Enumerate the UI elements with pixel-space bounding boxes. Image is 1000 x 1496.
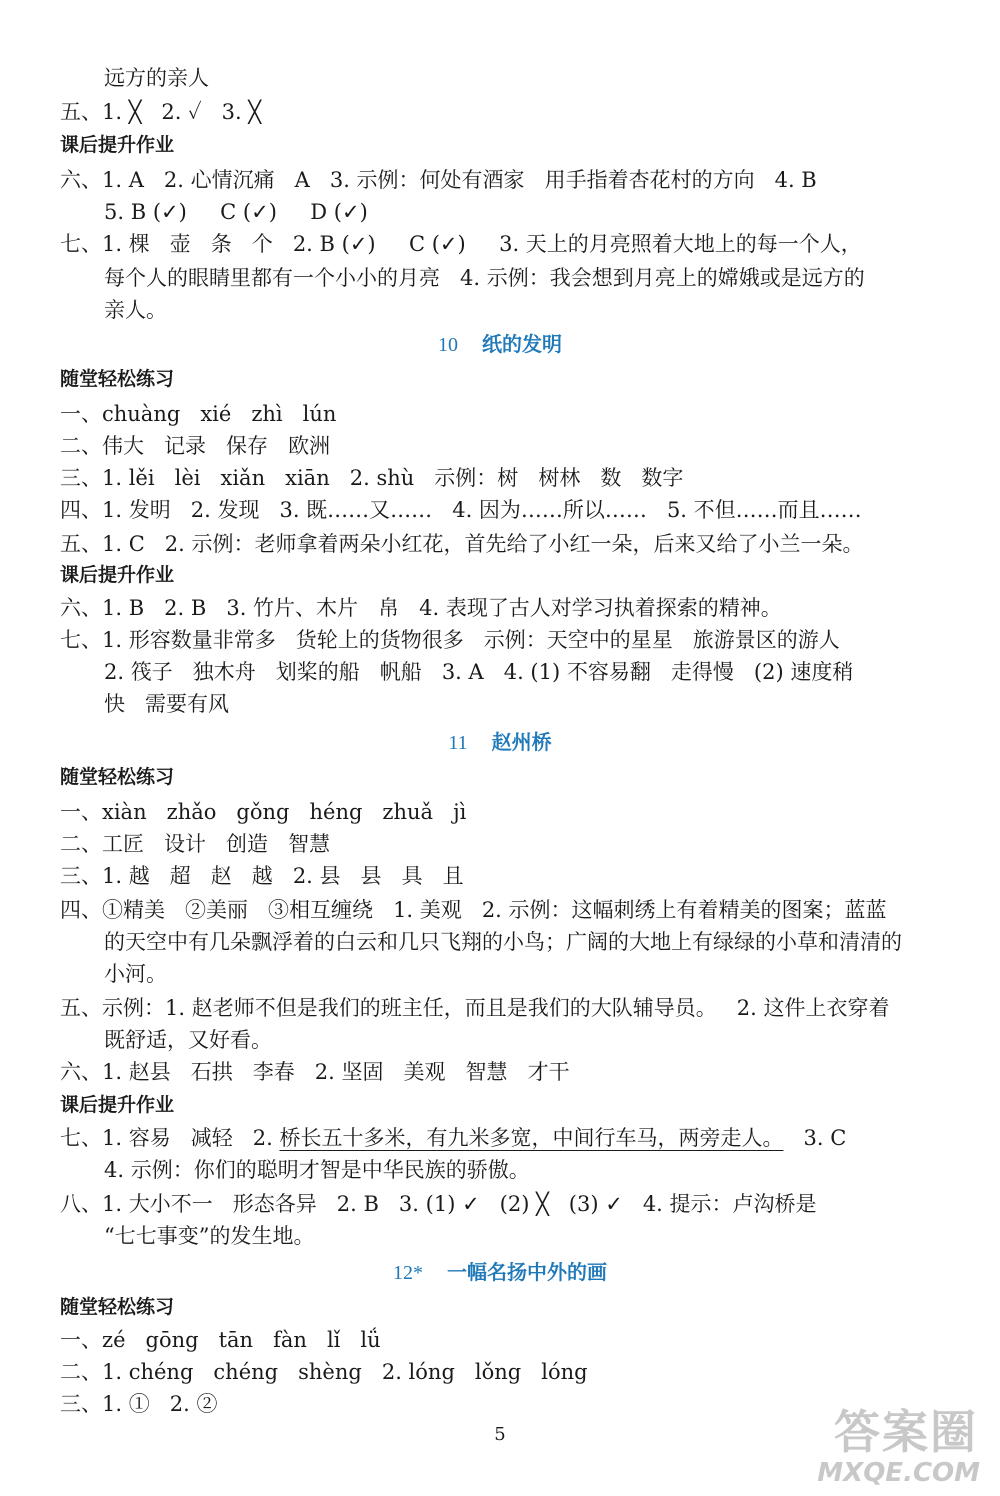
section-heading: 随堂轻松练习 [60, 1296, 175, 1318]
text-line: 既舒适，又好看。 [104, 1028, 272, 1052]
section-heading: 课后提升作业 [60, 564, 175, 586]
underlined-answer: 桥长五十多米，有九米多宽，中间行车马，两旁走人。 [279, 1126, 784, 1150]
watermark-url: MXQE.COM [817, 1458, 980, 1488]
text-line: 三、1. ① 2. ② [60, 1392, 218, 1416]
text-line: 四、1. 发明 2. 发现 3. 既……又…… 4. 因为……所以…… 5. 不但……而且…… [60, 498, 862, 522]
text-line: 的天空中有几朵飘浮着的白云和几只飞翔的小鸟；广阔的大地上有绿绿的小草和清清的 [104, 930, 902, 954]
text-line: 六、1. B 2. B 3. 竹片、木片 帛 4. 表现了古人对学习执着探索的精神。 [60, 596, 782, 620]
lesson-name: 纸的发明 [482, 332, 562, 356]
text-line: 2. 筏子 独木舟 划桨的船 帆船 3. A 4. (1) 不容易翻 走得慢 (2) 速度稍 [104, 660, 854, 684]
lesson-title [0, 328, 1000, 361]
text-line: 四、①精美 ②美丽 ③相互缠绕 1. 美观 2. 示例：这幅刺绣上有着精美的图案；蓝蓝 [60, 898, 887, 922]
text-line: 亲人。 [104, 298, 167, 322]
text-line: 七、1. 形容数量非常多 货轮上的货物很多 示例：天空中的星星 旅游景区的游人 [60, 628, 840, 652]
text-segment: 3. C [783, 1126, 847, 1150]
lesson-title [0, 726, 1000, 759]
text-line: 三、1. 越 超 赵 越 2. 县 县 具 且 [60, 864, 464, 888]
text-line: 三、1. lěi lèi xiǎn xiān 2. shù 示例：树 树林 数 数字 [60, 466, 684, 490]
text-line: 五、1. C 2. 示例：老师拿着两朵小红花，首先给了小红一朵，后来又给了小兰一朵。 [60, 532, 864, 556]
text-segment: 七、1. 容易 减轻 2. [60, 1126, 280, 1150]
text-line: 小河。 [104, 962, 167, 986]
text-line: 六、1. 赵县 石拱 李春 2. 坚固 美观 智慧 才干 [60, 1060, 570, 1084]
lesson-number: 12* [393, 1262, 423, 1284]
text-line: 一、xiàn zhǎo gǒng héng zhuǎ jì [60, 800, 467, 824]
text-line: 七、1. 棵 壶 条 个 2. B (✓) C (✓) 3. 天上的月亮照着大地上的每一个人， [60, 232, 862, 256]
section-heading: 课后提升作业 [60, 134, 175, 156]
text-line: 八、1. 大小不一 形态各异 2. B 3. (1) ✓ (2) ╳ (3) ✓ 4. 提示：卢沟桥是 [60, 1192, 817, 1216]
text-line: 一、zé gōng tān fàn lǐ lǘ [60, 1328, 381, 1352]
text-line: 二、工匠 设计 创造 智慧 [60, 832, 331, 856]
text-line [60, 1122, 846, 1154]
text-line: 快 需要有风 [104, 692, 230, 716]
section-heading: 随堂轻松练习 [60, 368, 175, 390]
watermark-text: 答案圈 [834, 1405, 978, 1459]
text-line: 二、1. chéng chéng shèng 2. lóng lǒng lóng [60, 1360, 588, 1384]
text-line: 五、1. ╳ 2. ✓ 3. ╳ [60, 100, 262, 124]
watermark-logo [788, 1396, 988, 1492]
text-line: 每个人的眼睛里都有一个小小的月亮 4. 示例：我会想到月亮上的嫦娥或是远方的 [104, 266, 865, 290]
lesson-number: 11 [448, 732, 468, 754]
text-line: 六、1. A 2. 心情沉痛 A 3. 示例：何处有酒家 用手指着杏花村的方向 4. B [60, 168, 817, 192]
lesson-name: 赵州桥 [491, 730, 552, 754]
lesson-title [0, 1256, 1000, 1289]
text-line: “七七事变”的发生地。 [104, 1224, 315, 1248]
text-line: 一、chuàng xié zhì lún [60, 402, 337, 426]
lesson-number: 10 [438, 334, 458, 356]
section-heading: 课后提升作业 [60, 1094, 175, 1116]
section-heading: 随堂轻松练习 [60, 766, 175, 788]
page-number: 5 [494, 1424, 506, 1445]
text-line: 4. 示例：你们的聪明才智是中华民族的骄傲。 [104, 1158, 530, 1182]
text-line: 二、伟大 记录 保存 欧洲 [60, 434, 331, 458]
lesson-name: 一幅名扬中外的画 [447, 1260, 607, 1284]
text-line: 远方的亲人 [104, 66, 209, 90]
text-line: 5. B (✓) C (✓) D (✓) [104, 200, 368, 224]
text-line: 五、示例：1. 赵老师不但是我们的班主任，而且是我们的大队辅导员。 2. 这件上衣穿着 [60, 996, 890, 1020]
